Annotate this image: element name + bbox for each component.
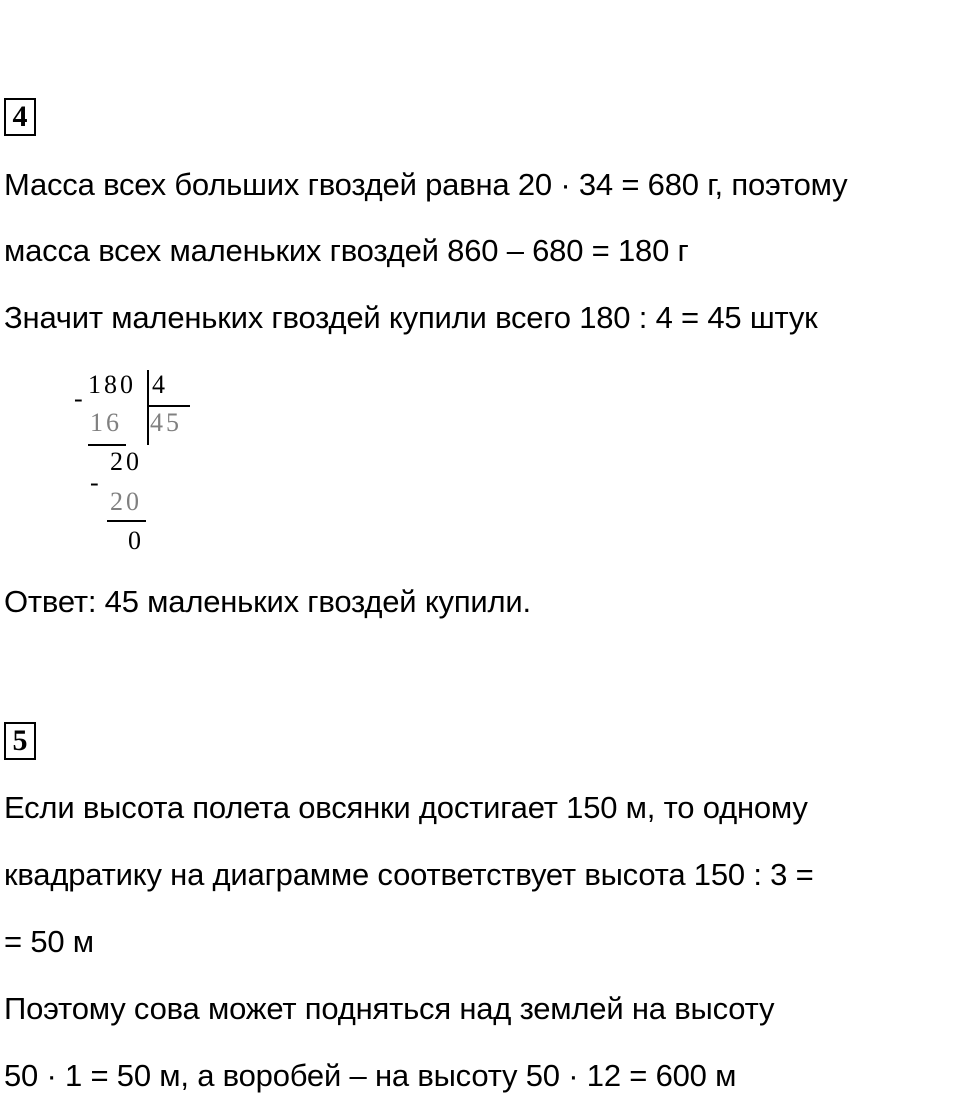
task-5-line-4: Поэтому сова может подняться над землей на высоту [4,991,775,1026]
task-5-line-5: 50 · 1 = 50 м, а воробей – на высоту 50 · 12 = 600 м [4,1058,737,1093]
task-4-number: 4 [4,98,36,136]
division-final-remainder: 0 [128,526,144,555]
division-divisor: 4 [152,370,168,399]
task-4-answer: Ответ: 45 маленьких гвоздей купили. [4,584,531,619]
long-division [70,362,210,562]
task-4-line-1: Масса всех больших гвоздей равна 20 · 34 = 680 г, поэтому [4,167,848,202]
task-4-line-3: Значит маленьких гвоздей купили всего 180 : 4 = 45 штук [4,300,818,335]
division-subtract-2: 20 [110,487,142,516]
division-dividend: 180 [88,370,136,399]
division-subtract-1: 16 [90,408,122,437]
division-minus-1: - [74,384,86,413]
division-underline-2 [107,520,146,522]
division-quotient-bar [147,405,190,407]
division-minus-2: - [90,468,102,497]
division-underline-1 [88,444,126,446]
division-vertical-bar [147,370,149,445]
task-5-line-3: = 50 м [4,924,94,959]
division-quotient: 45 [150,408,182,437]
task-5-line-2: квадратику на диаграмме соответствует высота 150 : 3 = [4,857,814,892]
task-5-number: 5 [4,722,36,760]
division-remainder-1: 20 [110,447,142,476]
task-5-line-1: Если высота полета овсянки достигает 150 м, то одному [4,790,808,825]
task-4-line-2: масса всех маленьких гвоздей 860 – 680 = 180 г [4,233,689,268]
